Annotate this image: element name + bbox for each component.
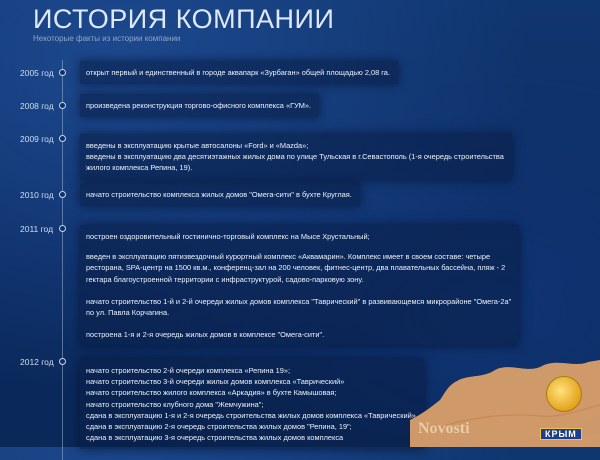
event-text: введен в эксплуатацию пятизвездочный курортный комплекс «Аквамарин». Комплекс имеет в своем составе: четыре	[86, 252, 491, 262]
year-label: 2011 год	[20, 224, 54, 234]
event-card	[80, 94, 319, 117]
timeline-dot-icon	[59, 69, 66, 76]
event-text: начато строительство жилого комплекса «Аркадия» в бухте Камышовая;	[86, 388, 337, 398]
event-text: сдана в эксплуатацию 2-я очередь строительства жилых домов "Репина, 19";	[86, 422, 352, 432]
year-label: 2012 год	[20, 357, 54, 367]
event-text: начато строительство 3-й очереди жилых домов комплекса «Таврический»	[86, 377, 345, 387]
event-text: построен оздоровительный гостинично-торговый комплекс на Мысе Хрустальный;	[86, 232, 370, 241]
event-text: построена 1-я и 2-я очередь жилых домов в комплексе "Омега-сити".	[86, 330, 325, 340]
event-card	[80, 225, 519, 346]
event-text: произведена реконструкция торгово-офисного комплекса «ГУМ».	[86, 101, 312, 110]
timeline-dot-icon	[59, 358, 66, 365]
year-label: 2009 год	[20, 134, 54, 144]
timeline-dot-icon	[59, 225, 66, 232]
timeline-dot-icon	[59, 135, 66, 142]
event-card	[80, 183, 360, 206]
event-text: по ул. Павла Корчагина.	[86, 308, 170, 318]
event-text: гектара благоустроенной территории с инфраструктурой, садово-парковую зону.	[86, 274, 364, 284]
crimea-emblem-icon	[546, 376, 582, 412]
timeline-line	[62, 60, 63, 460]
event-text: жилого комплекса Репина, 19).	[86, 163, 193, 173]
event-card	[80, 359, 424, 449]
year-label: 2005 год	[20, 68, 54, 78]
event-text: начато строительство комплекса жилых домов "Омега-сити" в бухте Круглая.	[86, 190, 352, 199]
event-text: начато строительство клубного дома "Жемчужина";	[86, 399, 264, 409]
event-card	[80, 61, 398, 84]
event-text: открыт первый и единственный в городе аквапарк «Зурбаган» общей площадью 2,08 га.	[86, 68, 390, 77]
year-label: 2010 год	[20, 190, 54, 200]
event-text: начато строительство 2-й очереди комплекса «Репина 19»;	[86, 366, 291, 375]
event-card	[80, 134, 512, 180]
event-text: введены в эксплуатацию крытые автосалоны «Ford» и «Mazda»;	[86, 141, 309, 150]
event-text: ресторана, SPA-центр на 1500 кв.м., конференц-зал на 200 человек, фитнес-центр, два плавательных бассейна, пляж - 2	[86, 263, 506, 273]
event-text: сдана в эксплуатацию 1-я и 2-я очередь строительства жилых домов комплекса «Таврический»	[86, 410, 416, 420]
watermark: Novosti	[418, 420, 470, 437]
crimea-logo: КРЫМ	[540, 428, 582, 440]
timeline-dot-icon	[59, 102, 66, 109]
page-title: ИСТОРИЯ КОМПАНИИ	[33, 4, 335, 34]
timeline-dot-icon	[59, 191, 66, 198]
event-text: введены в эксплуатацию два десятиэтажных жилых дома по улице Тульская в г.Севастополь (1-я очередь строительства	[86, 152, 504, 162]
event-text: сдана в эксплуатацию 3-я очередь строительства жилых домов комплекса	[86, 433, 344, 443]
page-subtitle: Некоторые факты из истории компании	[33, 34, 181, 43]
event-text: начато строительство 1-й и 2-й очереди жилых домов комплекса "Таврический" в развивающемся микрорайоне "Омега-2а"	[86, 296, 512, 306]
year-label: 2008 год	[20, 101, 54, 111]
